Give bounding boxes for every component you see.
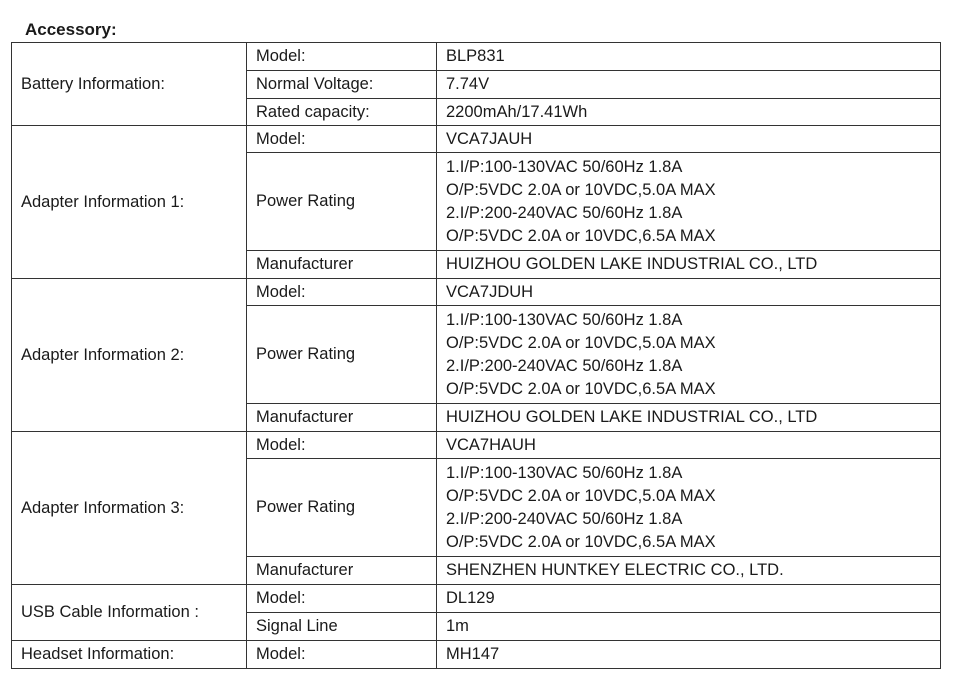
field-label: Model: [247, 641, 437, 669]
field-label: Power Rating [247, 306, 437, 404]
table-row [12, 432, 941, 459]
field-label: Model: [247, 126, 437, 153]
field-label: Manufacturer [247, 557, 437, 585]
usb-signal-value: 1m [437, 613, 941, 641]
page-title: Accessory: [25, 20, 117, 39]
field-label: Rated capacity: [247, 99, 437, 126]
field-label: Model: [247, 279, 437, 306]
adapter-3-section-label: Adapter Information 3: [12, 432, 247, 585]
field-label: Manufacturer [247, 251, 437, 279]
power-line: O/P:5VDC 2.0A or 10VDC,6.5A MAX [446, 379, 716, 398]
power-line: O/P:5VDC 2.0A or 10VDC,6.5A MAX [446, 226, 716, 245]
power-line: 2.I/P:200-240VAC 50/60Hz 1.8A [446, 203, 683, 222]
power-line: O/P:5VDC 2.0A or 10VDC,5.0A MAX [446, 180, 716, 199]
adapter-3-model-value: VCA7HAUH [437, 432, 941, 459]
power-line: 1.I/P:100-130VAC 50/60Hz 1.8A [446, 310, 683, 329]
headset-model-value: MH147 [437, 641, 941, 669]
adapter-2-power-rating [437, 306, 941, 404]
usb-model-value: DL129 [437, 585, 941, 613]
table-row [12, 43, 941, 71]
field-label: Model: [247, 432, 437, 459]
table-row [12, 641, 941, 669]
table-row [12, 126, 941, 153]
usb-section-label: USB Cable Information : [12, 585, 247, 641]
power-line: 2.I/P:200-240VAC 50/60Hz 1.8A [446, 509, 683, 528]
power-line: O/P:5VDC 2.0A or 10VDC,5.0A MAX [446, 486, 716, 505]
field-label: Manufacturer [247, 404, 437, 432]
battery-capacity-value: 2200mAh/17.41Wh [437, 99, 941, 126]
accessory-table [11, 42, 941, 669]
adapter-1-manufacturer-value: HUIZHOU GOLDEN LAKE INDUSTRIAL CO., LTD [437, 251, 941, 279]
table-row [12, 585, 941, 613]
battery-model-value: BLP831 [437, 43, 941, 71]
headset-section-label: Headset Information: [12, 641, 247, 669]
table-row [12, 279, 941, 306]
battery-section-label: Battery Information: [12, 43, 247, 126]
power-line: 1.I/P:100-130VAC 50/60Hz 1.8A [446, 157, 683, 176]
field-label: Power Rating [247, 459, 437, 557]
adapter-1-model-value: VCA7JAUH [437, 126, 941, 153]
adapter-2-section-label: Adapter Information 2: [12, 279, 247, 432]
battery-voltage-value: 7.74V [437, 71, 941, 99]
field-label: Normal Voltage: [247, 71, 437, 99]
field-label: Power Rating [247, 153, 437, 251]
adapter-1-power-rating [437, 153, 941, 251]
adapter-3-manufacturer-value: SHENZHEN HUNTKEY ELECTRIC CO., LTD. [437, 557, 941, 585]
field-label: Signal Line [247, 613, 437, 641]
power-line: O/P:5VDC 2.0A or 10VDC,5.0A MAX [446, 333, 716, 352]
power-line: 2.I/P:200-240VAC 50/60Hz 1.8A [446, 356, 683, 375]
adapter-1-section-label: Adapter Information 1: [12, 126, 247, 279]
field-label: Model: [247, 43, 437, 71]
adapter-3-power-rating [437, 459, 941, 557]
adapter-2-model-value: VCA7JDUH [437, 279, 941, 306]
power-line: O/P:5VDC 2.0A or 10VDC,6.5A MAX [446, 532, 716, 551]
adapter-2-manufacturer-value: HUIZHOU GOLDEN LAKE INDUSTRIAL CO., LTD [437, 404, 941, 432]
power-line: 1.I/P:100-130VAC 50/60Hz 1.8A [446, 463, 683, 482]
field-label: Model: [247, 585, 437, 613]
